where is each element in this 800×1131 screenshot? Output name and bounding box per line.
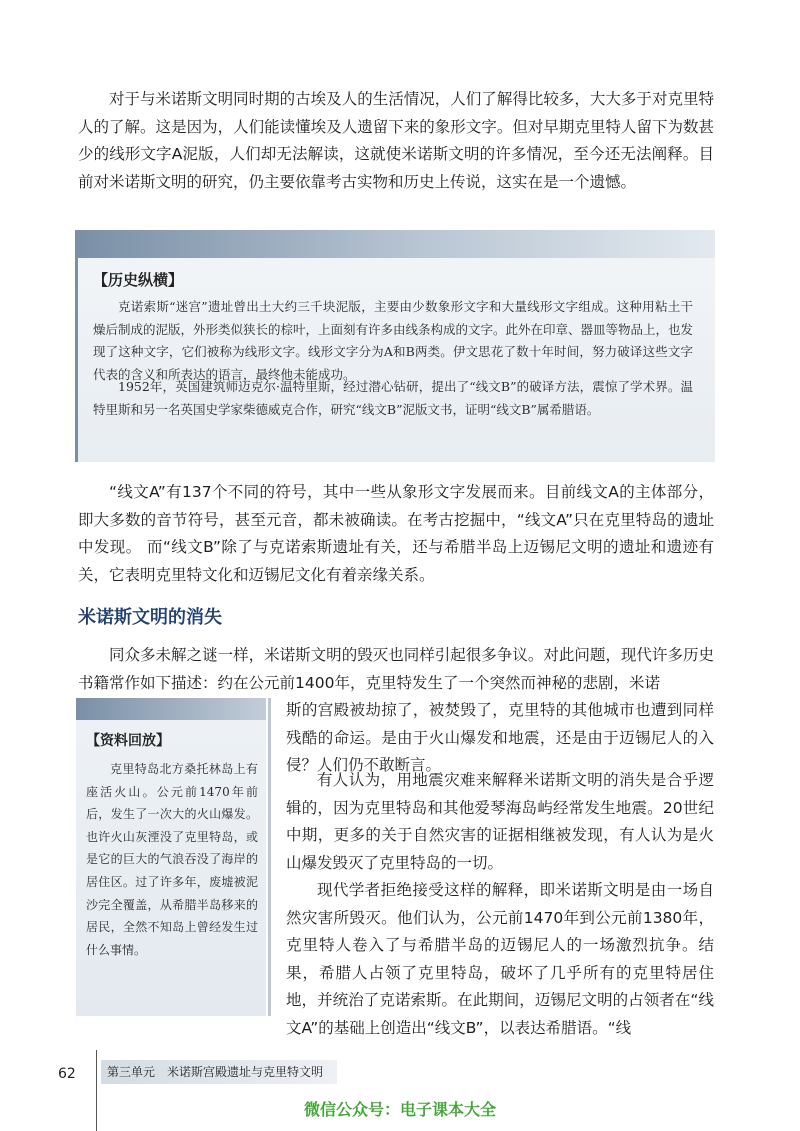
history-box-border: [75, 258, 78, 462]
watermark: 微信公众号：电子课本大全: [303, 1100, 496, 1119]
page-number: 62: [58, 1066, 76, 1082]
history-box-header-bar: [75, 230, 715, 258]
linear-a-paragraph: “线文A”有137个不同的符号，其中一些从象形文字发展而来。目前线文A的主体部分，即大多数的音节符号，甚至元音，都未被确读。在考古挖掘中，“线文A”只在克里特岛的遗址中发现。 而“线文B”除了与克诺索斯遗址有关，还与希腊半岛上迈锡尼文明的遗址和遗迹有关，它表明克里特文化和迈锡尼文化有着亲缘关系。: [78, 483, 714, 584]
resource-sidebar-box: [76, 698, 266, 1016]
section-continuation-paragraph: 斯的宫殿被劫掠了，被焚毁了，克里特的其他城市也遭到同样残酷的命运。是由于火山爆发和地震，还是由于迈锡尼人的入侵？人们仍不敢断言。: [286, 701, 714, 774]
intro-paragraph: 对于与米诺斯文明同时期的古埃及人的生活情况，人们了解得比较多，大大多于对克里特人的了解。这是因为，人们能读懂埃及人遗留下来的象形文字。但对早期克里特人留下为数甚少的线形文字A泥版，人们却无法解读，这就使米诺斯文明的许多情况，至今还无法阐释。目前对米诺斯文明的研究，仍主要依靠考古实物和历史上传说，这实在是一个遗憾。: [78, 90, 714, 191]
section-opening-paragraph: 同众多未解之谜一样，米诺斯文明的毁灭也同样引起很多争议。对此问题，现代许多历史书籍常作如下描述：约在公元前1400年，克里特发生了一个突然而神秘的悲剧，米诺: [78, 646, 714, 692]
resource-box-text: 克里特岛北方桑托林岛上有座活火山。公元前1470年前后，发生了一次大的火山爆发。也许火山灰湮没了克里特岛，或是它的巨大的气浪吞没了海岸的居住区。过了许多年，废墟被泥沙完全覆盖，从希腊半岛移来的居民，全然不知岛上曾经发生过什么事情。: [86, 762, 258, 957]
unit-label: 第三单元 米诺斯宫殿遗址与克里特文明: [101, 1060, 337, 1084]
resource-box-edge: [268, 698, 271, 1016]
history-box-paragraph-1: 克诺索斯“迷宫”遗址曾出土大约三千块泥版，主要由少数象形文字和大量线形文字组成。这种用粘土干燥后制成的泥版，外形类似狭长的棕叶，上面刻有许多由线条构成的文字。此外在印章、器皿等物品上，也发现了这种文字，它们被称为线形文字。线形文字分为A和B两类。伊文思花了数十年时间，努力破译这些文字代表的含义和所表达的语言，最终他未能成功。: [93, 299, 694, 382]
history-sidebar-box: [75, 230, 715, 462]
resource-box-header-bar: [76, 698, 266, 720]
history-box-title: 【历史纵横】: [93, 271, 184, 289]
resource-box-title: 【资料回放】: [86, 733, 170, 749]
history-box-paragraph-2: 1952年，英国建筑师迈克尔·温特里斯，经过潜心钻研，提出了“线文B”的破译方法，震惊了学术界。温特里斯和另一名英国史学家柴德威克合作，研究“线文B”泥版文书，证明“线文B”属希腊语。: [93, 379, 693, 417]
section-title: 米诺斯文明的消失: [78, 607, 222, 628]
earthquake-paragraph: 有人认为，用地震灾难来解释米诺斯文明的消失是合乎逻辑的，因为克里特岛和其他爱琴海岛屿经常发生地震。20世纪中期，更多的关于自然灾害的证据相继被发现，有人认为是火山爆发毁灭了克里特岛的一切。: [286, 771, 714, 872]
modern-scholars-paragraph: 现代学者拒绝接受这样的解释，即米诺斯文明是由一场自然灾害所毁灭。他们认为，公元前1470年到公元前1380年，克里特人卷入了与希腊半岛的迈锡尼人的一场激烈抗争。结果，希腊人占领了克里特岛，破坏了几乎所有的克里特居住地，并统治了克诺索斯。在此期间，迈锡尼文明的占领者在“线文A”的基础上创造出“线文B”，以表达希腊语。“线: [286, 881, 714, 1037]
